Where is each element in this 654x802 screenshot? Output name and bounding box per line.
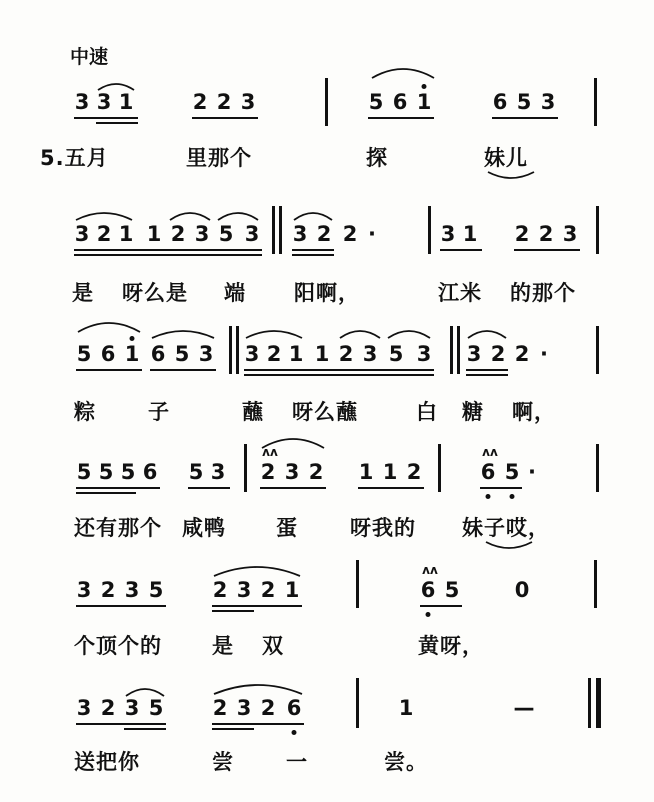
note: 1 — [416, 90, 432, 114]
lyric: 尝 — [212, 750, 234, 774]
final-barline-thick — [596, 678, 601, 728]
note: 1 — [358, 460, 374, 484]
note: 2 — [490, 342, 506, 366]
lyric: 一 — [286, 750, 308, 774]
slur — [76, 318, 142, 334]
dash: — — [513, 696, 535, 720]
barline — [450, 326, 453, 374]
lyric: 还有那个 — [74, 516, 162, 540]
note: 2 — [100, 578, 116, 602]
note: 2 — [342, 222, 358, 246]
note: 3 — [198, 342, 214, 366]
note: 3 — [124, 578, 140, 602]
barline — [438, 444, 441, 492]
note: 5 — [368, 90, 384, 114]
underline — [292, 254, 334, 256]
barline — [244, 444, 247, 492]
ornament-mark: ᴧᴧ — [262, 445, 278, 459]
lyric: 双 — [262, 634, 284, 658]
lyric: 送把你 — [74, 750, 140, 774]
underline — [480, 487, 522, 489]
lyric: 子 — [148, 400, 170, 424]
lyric: 呀么蘸 — [292, 400, 358, 424]
lyric: 里那个 — [186, 146, 252, 170]
note: 2 — [100, 696, 116, 720]
note: 2 — [212, 578, 228, 602]
underline — [192, 117, 258, 119]
augmentation-dot: · — [528, 460, 536, 484]
lyric: 妹儿 — [484, 146, 528, 170]
note: 3 — [416, 342, 432, 366]
underline — [150, 369, 216, 371]
note: 3 — [540, 90, 556, 114]
note: 5 — [120, 460, 136, 484]
underline — [96, 122, 138, 124]
note: 3 — [284, 460, 300, 484]
lyric: 阳啊， — [294, 281, 360, 305]
lyric: 探 — [366, 146, 388, 170]
barline — [596, 444, 599, 492]
lyric: 是 — [72, 281, 94, 305]
note: 3 — [440, 222, 456, 246]
barline — [356, 678, 359, 728]
note: 6 — [480, 460, 496, 484]
note: 1 — [146, 222, 162, 246]
note: 3 — [240, 90, 256, 114]
slur — [466, 326, 508, 340]
underline — [514, 249, 580, 251]
barline — [356, 560, 359, 608]
underline — [74, 249, 262, 251]
underline — [76, 605, 166, 607]
note: 6 — [392, 90, 408, 114]
underline — [466, 374, 508, 376]
barline — [457, 326, 460, 374]
note: 3 — [244, 222, 260, 246]
slur — [260, 434, 326, 450]
underline — [188, 487, 230, 489]
note: 5 — [188, 460, 204, 484]
note: 6 — [492, 90, 508, 114]
underline — [292, 249, 334, 251]
ornament-mark: ᴧᴧ — [422, 563, 438, 577]
note: 2 — [96, 222, 112, 246]
lyric: 蘸 — [242, 400, 264, 424]
note: 3 — [74, 222, 90, 246]
underline — [466, 369, 508, 371]
note: 1 — [288, 342, 304, 366]
slur — [338, 326, 382, 340]
note: 1 — [124, 342, 140, 366]
note: 2 — [216, 90, 232, 114]
slur — [212, 562, 302, 578]
note: 5 — [504, 460, 520, 484]
note: 2 — [170, 222, 186, 246]
lyric: 是 — [212, 634, 234, 658]
slur — [244, 326, 304, 340]
note: 2 — [316, 222, 332, 246]
note: 2 — [514, 342, 530, 366]
note: 2 — [260, 460, 276, 484]
note: 1 — [382, 460, 398, 484]
lyric: 个顶个的 — [74, 634, 162, 658]
lyric: 江米 — [438, 281, 482, 305]
tempo-marking: 中速 — [70, 46, 109, 68]
slur — [370, 64, 436, 80]
note: 2 — [538, 222, 554, 246]
lyric: 粽 — [74, 400, 96, 424]
barline — [594, 78, 597, 126]
low-octave-dot — [510, 494, 515, 499]
note: 5 — [148, 696, 164, 720]
augmentation-dot: · — [540, 342, 548, 366]
underline — [440, 249, 482, 251]
note: 2 — [406, 460, 422, 484]
lyric: 糖 — [462, 400, 484, 424]
slur — [292, 208, 334, 222]
note: 3 — [210, 460, 226, 484]
lyric: 啊， — [512, 400, 556, 424]
barline — [596, 206, 599, 254]
underline — [368, 117, 434, 119]
note: 5 — [516, 90, 532, 114]
underline — [76, 487, 160, 489]
underline — [492, 117, 558, 119]
underline — [124, 728, 166, 730]
lyric: 尝。 — [384, 750, 428, 774]
note: 1 — [462, 222, 478, 246]
note: 6 — [286, 696, 302, 720]
note: 3 — [466, 342, 482, 366]
note: 1 — [284, 578, 300, 602]
note: 1 — [314, 342, 330, 366]
note: 2 — [308, 460, 324, 484]
underline — [358, 487, 424, 489]
note: 5 — [76, 460, 92, 484]
note: 3 — [194, 222, 210, 246]
barline — [428, 206, 431, 254]
note: 3 — [76, 578, 92, 602]
underline — [76, 369, 142, 371]
underline — [74, 117, 138, 119]
note: 5 — [444, 578, 460, 602]
note: 3 — [562, 222, 578, 246]
note: 2 — [260, 696, 276, 720]
high-octave-dot — [130, 336, 135, 341]
underline — [212, 723, 304, 725]
barline — [272, 206, 275, 254]
note: 2 — [192, 90, 208, 114]
note: 1 — [118, 90, 134, 114]
note: 6 — [142, 460, 158, 484]
note: 3 — [362, 342, 378, 366]
note: 5 — [174, 342, 190, 366]
underline — [212, 605, 302, 607]
barline — [594, 560, 597, 608]
underline — [420, 605, 462, 607]
lyric: 呀么是 — [122, 281, 188, 305]
note: 5 — [98, 460, 114, 484]
low-octave-dot — [292, 730, 297, 735]
slur — [96, 80, 136, 92]
note: 3 — [236, 578, 252, 602]
slur — [124, 684, 166, 698]
lyric-slur — [484, 540, 534, 552]
note: 2 — [514, 222, 530, 246]
barline — [279, 206, 282, 254]
lyric-slur — [486, 170, 536, 182]
note: 6 — [150, 342, 166, 366]
underline — [76, 492, 136, 494]
note: 0 — [514, 578, 530, 602]
lyric: 5.五月 — [40, 146, 109, 170]
low-octave-dot — [426, 612, 431, 617]
underline — [76, 723, 166, 725]
underline — [260, 487, 326, 489]
note: 6 — [100, 342, 116, 366]
note: 2 — [212, 696, 228, 720]
barline — [229, 326, 232, 374]
note: 3 — [292, 222, 308, 246]
note: 3 — [96, 90, 112, 114]
barline — [325, 78, 328, 126]
lyric: 端 — [224, 281, 246, 305]
underline — [212, 610, 254, 612]
note: 2 — [266, 342, 282, 366]
underline — [244, 374, 434, 376]
underline — [212, 728, 254, 730]
lyric: 黄呀， — [418, 634, 484, 658]
slur — [386, 326, 432, 340]
underline — [244, 369, 434, 371]
slur — [216, 208, 260, 222]
note: 5 — [218, 222, 234, 246]
lyric: 蛋 — [276, 516, 298, 540]
note: 3 — [236, 696, 252, 720]
slur — [168, 208, 212, 222]
note: 5 — [148, 578, 164, 602]
barline — [236, 326, 239, 374]
lyric: 咸鸭 — [182, 516, 226, 540]
slur — [150, 326, 216, 340]
note: 3 — [124, 696, 140, 720]
note: 3 — [244, 342, 260, 366]
note: 3 — [76, 696, 92, 720]
lyric: 妹子哎， — [462, 516, 550, 540]
note: 5 — [76, 342, 92, 366]
note: 5 — [388, 342, 404, 366]
barline — [596, 326, 599, 374]
note: 6 — [420, 578, 436, 602]
note: 1 — [398, 696, 414, 720]
final-barline-thin — [588, 678, 591, 728]
slur — [212, 680, 304, 696]
high-octave-dot — [422, 84, 427, 89]
note: 2 — [260, 578, 276, 602]
slur — [74, 208, 134, 222]
augmentation-dot: · — [368, 222, 376, 246]
note: 3 — [74, 90, 90, 114]
lyric: 白 — [416, 400, 438, 424]
note: 2 — [338, 342, 354, 366]
lyric: 的那个 — [510, 281, 576, 305]
ornament-mark: ᴧᴧ — [482, 445, 498, 459]
lyric: 呀我的 — [350, 516, 416, 540]
underline — [74, 254, 262, 256]
low-octave-dot — [486, 494, 491, 499]
note: 1 — [118, 222, 134, 246]
